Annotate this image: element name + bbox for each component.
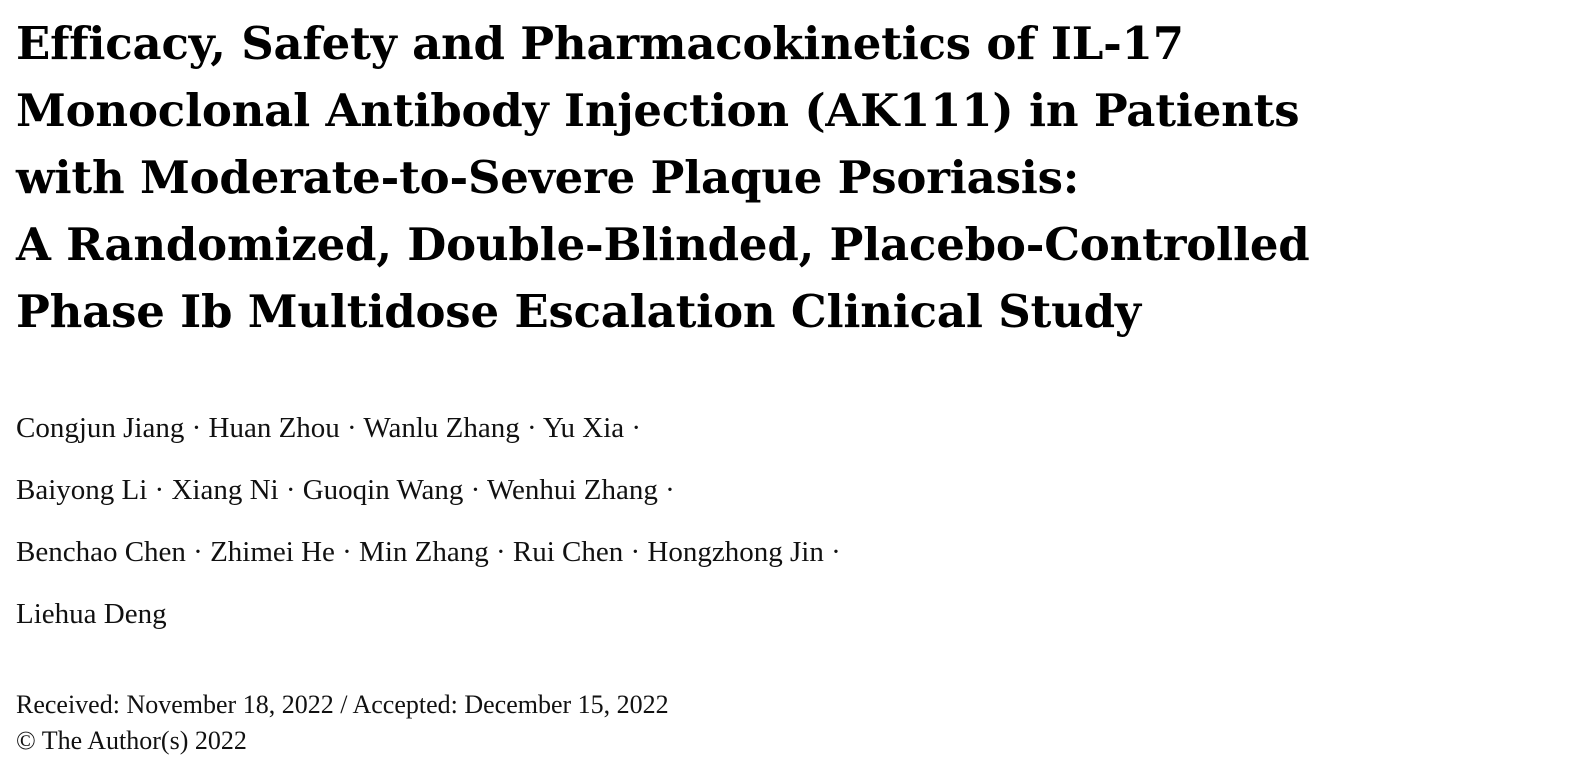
title-line: Efficacy, Safety and Pharmacokinetics of IL-17 bbox=[16, 17, 1184, 70]
page-title bbox=[16, 10, 1576, 345]
title-line: with Moderate-to-Severe Plaque Psoriasis: bbox=[16, 151, 1080, 204]
title-line: Phase Ib Multidose Escalation Clinical Study bbox=[16, 285, 1141, 338]
author-list bbox=[16, 397, 1576, 645]
author-line: Liehua Deng bbox=[16, 598, 167, 630]
title-line: A Randomized, Double-Blinded, Placebo-Controlled bbox=[16, 218, 1310, 271]
copyright-line: © The Author(s) 2022 bbox=[16, 726, 247, 755]
author-line: Baiyong Li · Xiang Ni · Guoqin Wang · Wenhui Zhang · bbox=[16, 474, 675, 506]
publication-history bbox=[16, 687, 1576, 759]
received-accepted-line: Received: November 18, 2022 / Accepted: December 15, 2022 bbox=[16, 690, 669, 719]
author-line: Benchao Chen · Zhimei He · Min Zhang · Rui Chen · Hongzhong Jin · bbox=[16, 536, 841, 568]
author-line: Congjun Jiang · Huan Zhou · Wanlu Zhang · Yu Xia · bbox=[16, 412, 642, 444]
title-line: Monoclonal Antibody Injection (AK111) in Patients bbox=[16, 84, 1300, 137]
